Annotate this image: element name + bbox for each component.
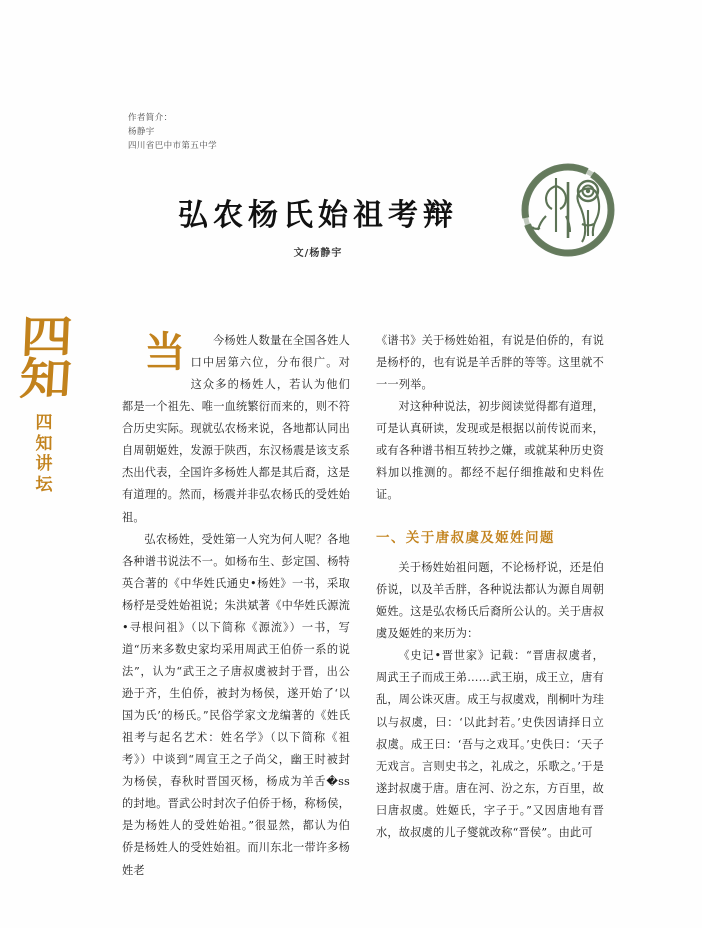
sidebar-vertical-char-2: 知 (35, 433, 53, 454)
sidebar-brand (8, 312, 80, 496)
sidebar-vertical-label (8, 413, 80, 496)
sidebar-vertical-char-4: 坛 (35, 475, 53, 496)
paragraph: 关于杨姓始祖问题，不论杨杼说，还是伯侨说，以及羊舌胖，各种说法都认为源自周朝姬姓。这是弘农杨氏后裔所公认的。关于唐叔虞及姬姓的来历为： (376, 561, 604, 641)
sidebar-vertical-char-3: 讲 (35, 454, 53, 475)
sidebar-vertical-char-1: 四 (35, 412, 53, 433)
page-title: 弘农杨氏始祖考辩 (178, 198, 458, 233)
author-info-block (128, 112, 217, 153)
brush-mark-zhi: 知 (18, 354, 72, 406)
bronze-emblem-seal-icon (516, 158, 620, 262)
byline: 文/杨静宇 (293, 248, 343, 259)
paragraph (122, 330, 350, 529)
paragraph: 弘农杨姓，受姓第一人究为何人呢？各地各种谱书说法不一。如杨布生、彭定国、杨特英合著的《中华姓氏通史•杨姓》一书，采取杨杼是受姓始祖说；朱洪斌著《中华姓氏源流•寻根问祖》（以下简称《源流》）一书，写道“历来多数史家均采用周武王伯侨一系的说法”，认为“武王之子唐叔虞被封于晋，出公逊于齐，生伯侨，被封为杨侯，遂开始了‘以国为氏’的杨氏。”民俗学家文龙编著的《姓氏祖考与起名艺术：姓名学》（以下简称《祖考》）中谈到“周宣王之子尚父，幽王时被封为杨侯，春秋时晋国灭杨，杨成为羊舌�ss的封地。晋武公时封次子伯侨于杨，称杨侯，是为杨姓人的受姓始祖。”很显然，都认为伯侨是杨姓人的受姓始祖。而川东北一带许多杨姓老 (122, 532, 350, 877)
body-column-right (376, 330, 604, 844)
body-column-left (122, 330, 350, 882)
author-intro-label: 作者简介： (128, 113, 173, 123)
brush-mark-group (8, 312, 80, 406)
author-affiliation: 四川省巴中市第五中学 (128, 140, 218, 151)
paragraph: 《谱书》关于杨姓始祖，有说是伯侨的，有说是杨杼的，也有说是羊舌胖的等等。这里就不一一列举。 (376, 334, 604, 392)
section-heading: 一、关于唐叔虞及姬姓问题 (376, 529, 555, 546)
paragraph: 对这种种说法，初步阅读觉得都有道理，可是认真研读，发现或是根据以前传说而来，或有各种谱书相互转抄之嫌，或就某种历史资料加以推测的。都经不起仔细推敲和史料佐证。 (376, 400, 604, 502)
drop-cap: 当 (144, 328, 186, 376)
brush-mark-si: 四 (19, 312, 73, 363)
paragraph-text: 今杨姓人数量在全国各姓人口中居第六位，分布很广。对这众多的杨姓人，若认为他们都是一个祖先、唯一血统繁衍而来的，则不符合历史实际。现就弘农杨来说，各地都认同出自周朝姬姓，发源于陕西，东汉杨震是该支系杰出代表，全国许多杨姓人都是其后裔，这是有道理的。然而，杨震并非弘农杨氏的受姓始祖。 (122, 334, 350, 524)
author-name: 杨静宇 (128, 126, 155, 137)
paragraph: 《史记•晋世家》记载：“晋唐叔虞者，周武王子而成王弟……武王崩，成王立，唐有乱，周公诛灭唐。成王与叔虞戏，削桐叶为珪以与叔虞，曰：‘以此封若。’史佚因请择日立叔虞。成王曰：‘吾与之戏耳。’史佚曰：‘天子无戏言。言则史书之，礼成之，乐歌之。’于是遂封叔虞于唐。唐在河、汾之东，方百里，故曰唐叔虞。姓姬氏，字子于。”又因唐地有晋水，故叔虞的儿子燮就改称“晋侯”。由此可 (376, 649, 604, 839)
